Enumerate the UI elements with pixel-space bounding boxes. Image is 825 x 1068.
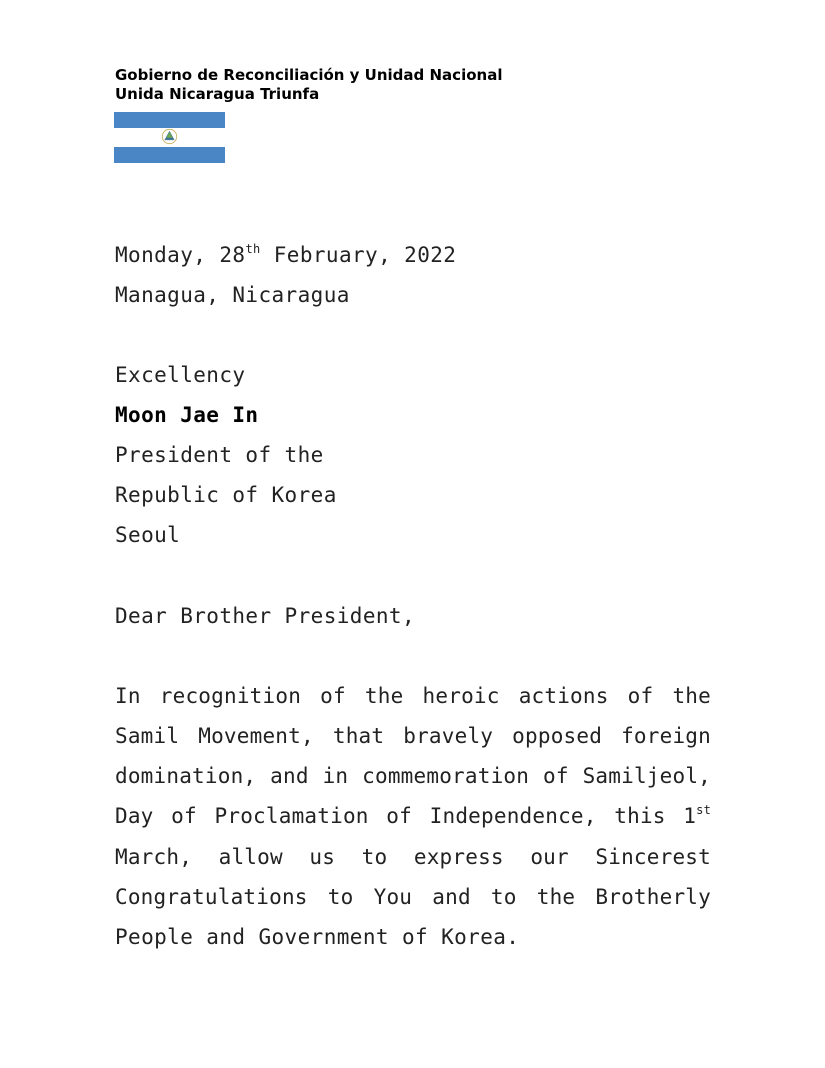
letter-place: Managua, Nicaragua [115,283,350,307]
date-ordinal-suffix: th [245,242,261,256]
body-line: In recognition of the heroic actions of the [115,684,711,708]
body-line: March, allow us to express our Sincerest [115,845,711,869]
recipient-city: Seoul [115,523,181,547]
letterhead-motto: Unida Nicaragua Triunfa [115,85,320,103]
recipient-title-line2: Republic of Korea [115,483,337,507]
nicaragua-flag-icon [114,112,225,163]
body-line [115,803,711,829]
date-text: Monday, 28 [115,243,246,267]
body-line: Congratulations to You and to the Brotherly [115,885,711,909]
body-line: Samil Movement, that bravely opposed foreign [115,724,711,748]
recipient-name: Moon Jae In [115,403,259,427]
letterhead-government-name: Gobierno de Reconciliación y Unidad Nacional [115,66,503,84]
letterhead [115,66,502,104]
letter-greeting: Dear Brother President, [115,604,415,628]
flag-middle-stripe [114,128,225,147]
body-ordinal-suffix: st [696,803,711,817]
recipient-salutation-title: Excellency [115,363,246,387]
flag-top-stripe [114,112,225,128]
date-text-rest: February, 2022 [260,243,457,267]
recipient-title-line1: President of the [115,443,324,467]
letter-date [115,242,456,268]
coat-of-arms-icon [161,128,178,145]
flag-bottom-stripe [114,147,225,163]
body-line-last: People and Government of Korea. [115,925,520,949]
body-line-text: Day of Proclamation of Independence, this 1 [115,804,697,828]
body-line: domination, and in commemoration of Samiljeol, [115,764,711,788]
